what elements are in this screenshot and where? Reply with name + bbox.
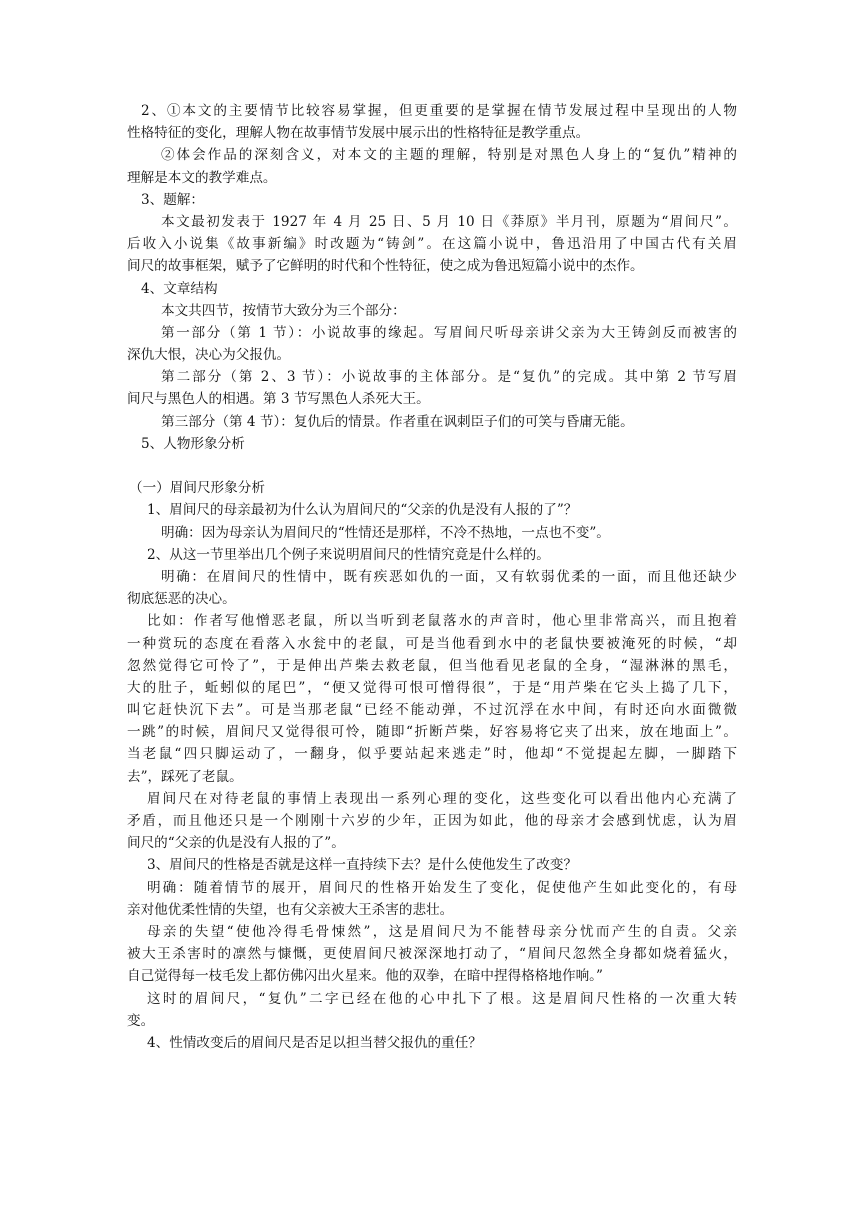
text-line: 比如：作者写他憎恶老鼠，所以当听到老鼠落水的声音时，他心里非常高兴，而且抱着 <box>147 613 737 630</box>
text-line: 后收入小说集《故事新编》时改题为“铸剑”。在这篇小说中，鲁迅沿用了中国古代有关眉 <box>127 236 737 253</box>
text-line: 第二部分（第 2、3 节）：小说故事的主体部分。是“复仇”的完成。其中第 2 节写眉 <box>161 369 737 386</box>
text-line: 忽然觉得它可怜了”，于是伸出芦柴去救老鼠，但当他看见老鼠的全身，“湿淋淋的黑毛， <box>127 657 737 674</box>
text-line: 理解是本文的教学难点。 <box>127 169 277 186</box>
text-line: 明确：随着情节的展开，眉间尺的性格开始发生了变化，促使他产生如此变化的，有母 <box>147 879 737 896</box>
text-line: 间尺的“父亲的仇是没有人报的了”。 <box>127 835 345 852</box>
text-line: 4、文章结构 <box>141 280 218 297</box>
text-line: 第一部分（第 1 节）：小说故事的缘起。写眉间尺听母亲讲父亲为大王铸剑反而被害的 <box>161 324 737 341</box>
text-line: 变。 <box>127 1012 155 1029</box>
text-line: （一）眉间尺形象分析 <box>129 480 265 497</box>
document-body <box>127 100 737 1054</box>
text-line: 本文最初发表于 1927 年 4 月 25 日、5 月 10 日《莽原》半月刊，原题为“眉间尺”。 <box>161 213 737 230</box>
text-line: 眉间尺在对待老鼠的事情上表现出一系列心理的变化，这些变化可以看出他内心充满了 <box>147 790 737 807</box>
text-line: 性格特征的变化，理解人物在故事情节发展中展示出的性格特征是教学重点。 <box>127 125 590 142</box>
text-line: 深仇大恨，决心为父报仇。 <box>127 347 291 364</box>
text-line: 间尺与黑色人的相遇。第 3 节写黑色人杀死大王。 <box>127 391 430 408</box>
text-line: 明确：在眉间尺的性情中，既有疾恶如仇的一面，又有软弱优柔的一面，而且他还缺少 <box>161 568 737 585</box>
text-line: 这时的眉间尺，“复仇”二字已经在他的心中扎下了根。这是眉间尺性格的一次重大转 <box>147 990 737 1007</box>
text-line: 本文共四节，按情节大致分为三个部分： <box>161 302 406 319</box>
text-line: 当老鼠“四只脚运动了，一翻身，似乎要站起来逃走”时，他却“不觉提起左脚，一脚踏下 <box>127 746 737 763</box>
text-line: 矛盾，而且他还只是一个刚刚十六岁的少年，正因为如此，他的母亲才会感到忧虑，认为眉 <box>127 813 737 829</box>
text-line: 一跳”的时候，眉间尺又觉得很可怜，随即“折断芦柴，好容易将它夹了出来，放在地面上”。 <box>127 724 737 741</box>
text-line: 3、眉间尺的性格是否就是这样一直持续下去？是什么使他发生了改变？ <box>147 857 578 874</box>
text-line: 叫它赶快沉下去”。可是当那老鼠“已经不能动弹，不过沉浮在水中间，有时还向水面微微 <box>127 702 737 719</box>
text-line: 3、题解： <box>141 191 205 208</box>
text-line: 大的肚子，蚯蚓似的尾巴”，“便又觉得可恨可憎得很”，于是“用芦柴在它头上捣了几下， <box>127 679 737 696</box>
text-line: 一种赏玩的态度在看落入水瓮中的老鼠，可是当他看到水中的老鼠快要被淹死的时候，“却 <box>127 635 737 652</box>
text-line: 被大王杀害时的凛然与慷慨，更使眉间尺被深深地打动了，“眉间尺忽然全身都如烧着猛火， <box>127 946 737 963</box>
text-line: 2、①本文的主要情节比较容易掌握，但更重要的是掌握在情节发展过程中呈现出的人物 <box>141 103 737 119</box>
text-line: 间尺的故事框架，赋予了它鲜明的时代和个性特征，使之成为鲁迅短篇小说中的杰作。 <box>127 258 644 275</box>
text-line: 彻底惩恶的决心。 <box>127 591 236 608</box>
text-line: 亲对他优柔性情的失望，也有父亲被大王杀害的悲壮。 <box>127 901 454 918</box>
text-line: 1、眉间尺的母亲最初为什么认为眉间尺的“父亲的仇是没有人报的了”？ <box>147 502 578 519</box>
text-line: 去”，踩死了老鼠。 <box>127 768 243 785</box>
text-line: 2、从这一节里举出几个例子来说明眉间尺的性情究竟是什么样的。 <box>147 546 550 563</box>
text-line: 5、人物形象分析 <box>141 435 245 452</box>
text-line: 自己觉得每一枝毛发上都仿佛闪出火星来。他的双拳，在暗中捏得格格地作响。” <box>127 968 603 985</box>
text-line: 4、性情改变后的眉间尺是否足以担当替父报仇的重任？ <box>147 1034 482 1051</box>
text-line: 第三部分（第 4 节）：复仇后的情景。作者重在讽刺臣子们的可笑与昏庸无能。 <box>161 413 634 430</box>
text-line: 明确：因为母亲认为眉间尺的“性情还是那样，不冷不热地，一点也不变”。 <box>161 524 610 541</box>
blank-line <box>127 455 737 477</box>
text-line: 母亲的失望“使他冷得毛骨悚然”，这是眉间尺为不能替母亲分忧而产生的自责。父亲 <box>147 923 737 940</box>
text-line: ②体会作品的深刻含义，对本文的主题的理解，特别是对黑色人身上的“复仇”精神的 <box>161 147 737 164</box>
